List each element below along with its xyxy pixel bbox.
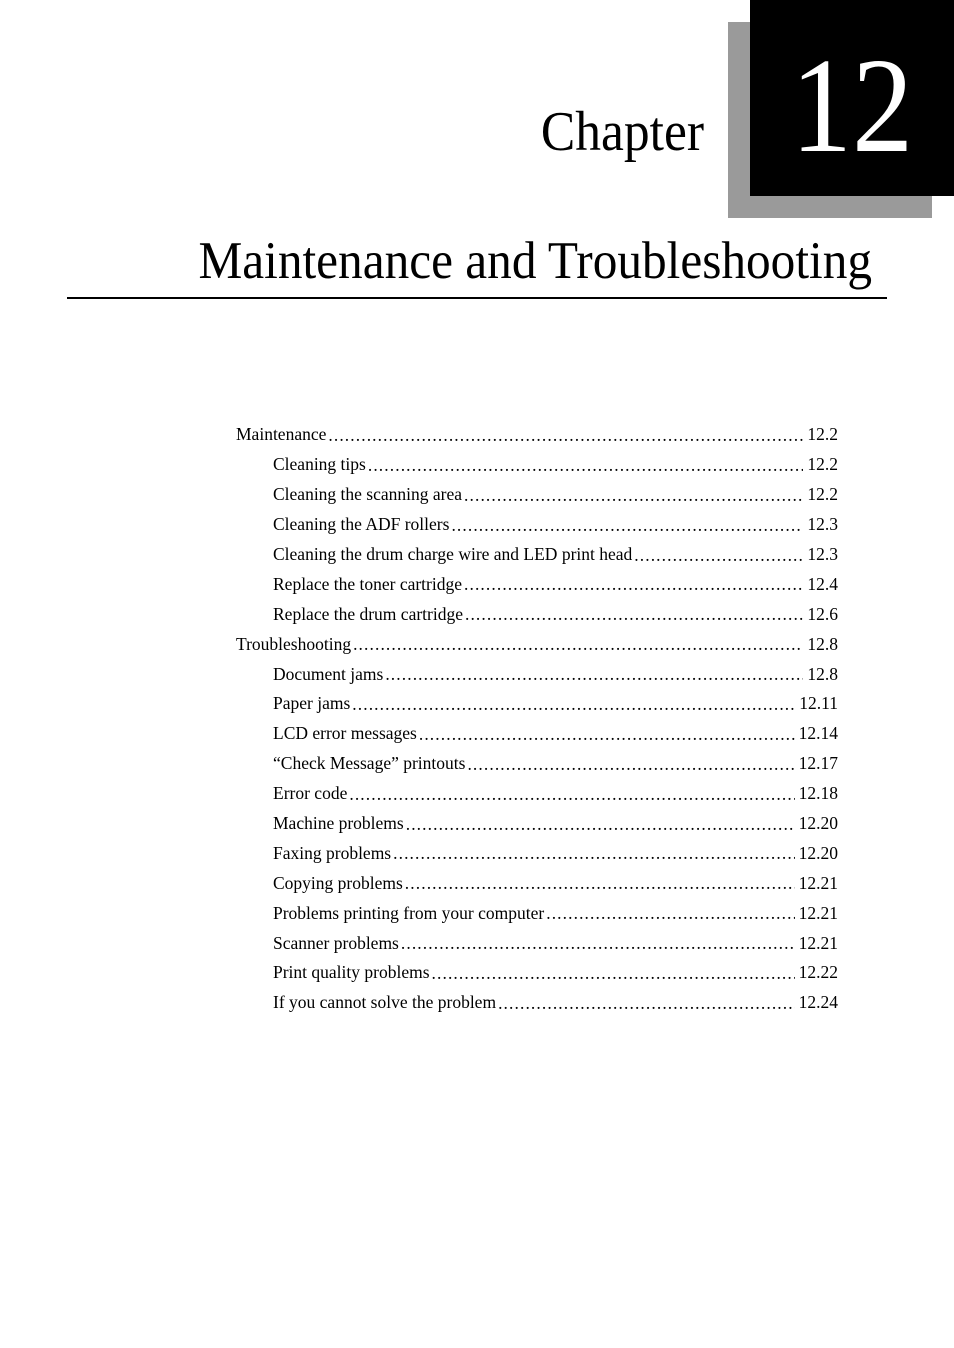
toc-entry-label: Machine problems <box>273 813 404 834</box>
toc-entry-label: Cleaning the ADF rollers <box>273 514 450 535</box>
toc-entry-label: “Check Message” printouts <box>273 753 466 774</box>
toc-entry-label: Paper jams <box>273 693 351 714</box>
toc-entry-page: 12.2 <box>807 484 838 505</box>
toc-dot-leader <box>393 842 795 864</box>
toc-entry-label: Cleaning tips <box>273 454 366 475</box>
toc-entry-page: 12.11 <box>799 693 838 714</box>
toc-entry-label: Faxing problems <box>273 842 392 863</box>
toc-entry-page: 12.24 <box>798 992 838 1013</box>
toc-entry-label: If you cannot solve the problem <box>273 992 497 1013</box>
toc-entry-page: 12.4 <box>807 573 838 594</box>
toc-dot-leader <box>465 603 803 625</box>
toc-subsection-entry[interactable] <box>236 480 838 510</box>
toc-entry-label: Copying problems <box>273 872 403 893</box>
toc-subsection-entry[interactable] <box>236 569 838 599</box>
toc-entry-label: Cleaning the drum charge wire and LED print head <box>273 544 633 564</box>
toc-entry-page: 12.20 <box>798 842 838 863</box>
toc-subsection-entry[interactable] <box>236 540 838 570</box>
toc-entry-label: Error code <box>273 783 348 804</box>
chapter-header <box>0 0 954 310</box>
toc-entry-page: 12.3 <box>807 514 838 535</box>
toc-entry-page: 12.18 <box>798 783 838 804</box>
toc-entry-page: 12.20 <box>798 813 838 834</box>
toc-dot-leader <box>385 663 803 685</box>
toc-entry-label: Replace the toner cartridge <box>273 573 462 594</box>
toc-dot-leader <box>498 992 795 1014</box>
toc-entry-page: 12.21 <box>798 902 838 923</box>
toc-dot-leader <box>451 514 803 536</box>
toc-subsection-entry[interactable] <box>236 450 838 480</box>
toc-entry-page: 12.8 <box>807 663 838 684</box>
table-of-contents <box>236 420 838 1018</box>
toc-entry-label: Scanner problems <box>273 932 399 953</box>
toc-entry-page: 12.6 <box>807 603 838 624</box>
toc-subsection-entry[interactable] <box>236 988 838 1018</box>
toc-dot-leader <box>464 484 803 506</box>
toc-entry-label: Troubleshooting <box>236 633 352 654</box>
toc-entry-page: 12.3 <box>807 544 838 564</box>
toc-entry-page: 12.8 <box>807 633 838 654</box>
toc-subsection-entry[interactable] <box>236 749 838 779</box>
toc-dot-leader <box>464 573 803 595</box>
toc-section-entry[interactable] <box>236 629 838 659</box>
toc-subsection-entry[interactable] <box>236 599 838 629</box>
toc-dot-leader <box>419 723 795 745</box>
toc-dot-leader <box>546 902 794 924</box>
title-rule <box>67 297 887 299</box>
toc-entry-page: 12.21 <box>798 872 838 893</box>
toc-subsection-entry[interactable] <box>236 510 838 540</box>
toc-entry-page: 12.2 <box>807 424 838 445</box>
toc-dot-leader <box>467 753 794 775</box>
toc-subsection-entry[interactable] <box>236 838 838 868</box>
toc-entry-label: Print quality problems <box>273 962 430 983</box>
toc-entry-page: 12.14 <box>798 723 838 744</box>
chapter-title: Maintenance and Troubleshooting <box>198 232 872 290</box>
toc-entry-label: Replace the drum cartridge <box>273 603 463 624</box>
toc-entry-label: Maintenance <box>236 424 327 445</box>
toc-dot-leader <box>432 962 795 984</box>
toc-dot-leader <box>401 932 795 954</box>
toc-dot-leader <box>368 454 804 476</box>
toc-subsection-entry[interactable] <box>236 868 838 898</box>
toc-subsection-entry[interactable] <box>236 809 838 839</box>
toc-entry-label: Problems printing from your computer <box>273 902 545 923</box>
toc-entry-page: 12.22 <box>798 962 838 983</box>
toc-subsection-entry[interactable] <box>236 689 838 719</box>
toc-entry-label: Document jams <box>273 663 384 684</box>
toc-dot-leader <box>405 872 795 894</box>
toc-dot-leader <box>353 633 803 655</box>
toc-dot-leader <box>634 544 803 566</box>
toc-entry-page: 12.2 <box>807 454 838 475</box>
toc-subsection-entry[interactable] <box>236 958 838 988</box>
toc-entry-label: LCD error messages <box>273 723 417 744</box>
toc-dot-leader <box>352 693 795 715</box>
toc-dot-leader <box>406 813 795 835</box>
toc-entry-page: 12.17 <box>798 753 838 774</box>
chapter-number-box <box>750 0 954 196</box>
toc-subsection-entry[interactable] <box>236 659 838 689</box>
chapter-number: 12 <box>790 31 914 181</box>
toc-subsection-entry[interactable] <box>236 719 838 749</box>
toc-subsection-entry[interactable] <box>236 779 838 809</box>
toc-subsection-entry[interactable] <box>236 898 838 928</box>
toc-dot-leader <box>349 783 794 805</box>
toc-subsection-entry[interactable] <box>236 928 838 958</box>
chapter-label: Chapter <box>540 101 704 163</box>
toc-entry-page: 12.21 <box>798 932 838 953</box>
toc-dot-leader <box>328 424 803 446</box>
toc-section-entry[interactable] <box>236 420 838 450</box>
toc-entry-label: Cleaning the scanning area <box>273 484 463 505</box>
